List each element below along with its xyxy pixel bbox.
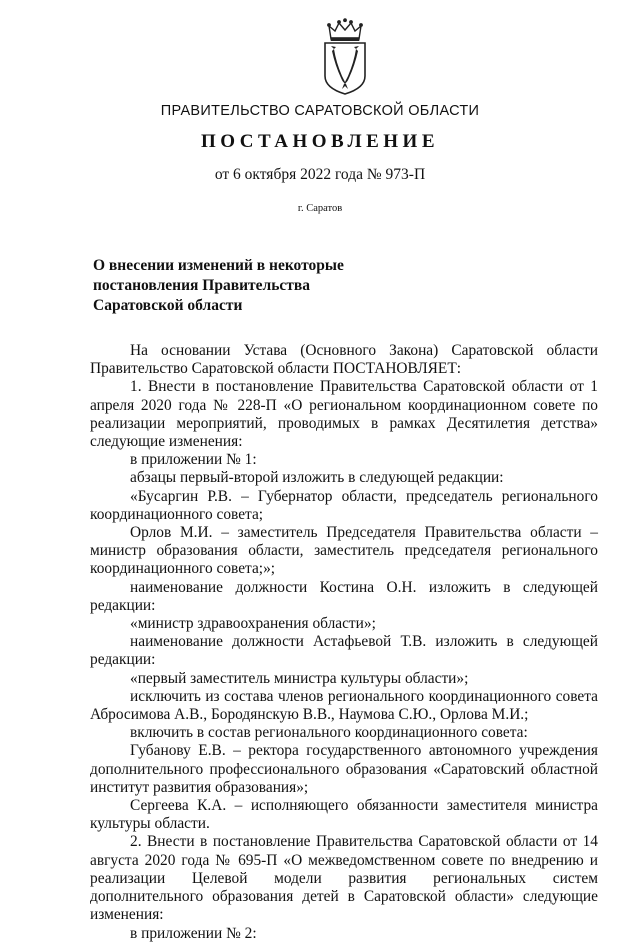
- document-body: [90, 342, 598, 943]
- body-paragraph: Сергеева К.А. – исполняющего обязанности заместителя министра культуры области.: [90, 797, 598, 833]
- body-paragraph: включить в состав регионального координационного совета:: [130, 724, 528, 742]
- body-paragraph: «первый заместитель министра культуры области»;: [130, 669, 469, 687]
- body-paragraph: На основании Устава (Основного Закона) Саратовской области Правительство Саратовской области ПОСТАНОВЛЯЕТ:: [90, 342, 598, 378]
- document-type: ПОСТАНОВЛЕНИЕ: [200, 131, 440, 152]
- body-paragraph: наименование должности Астафьевой Т.В. изложить в следующей редакции:: [90, 633, 598, 669]
- document-subject: [93, 256, 423, 316]
- body-paragraph: абзацы первый-второй изложить в следующей редакции:: [130, 469, 504, 487]
- body-paragraph: в приложении № 1:: [130, 451, 257, 469]
- body-paragraph: «Бусаргин Р.В. – Губернатор области, председатель регионального координационного совета;: [90, 487, 598, 523]
- subject-line: Саратовской области: [93, 297, 243, 314]
- subject-line: О внесении изменений в некоторые: [93, 257, 344, 274]
- document-city: г. Саратов: [297, 203, 343, 214]
- body-paragraph: наименование должности Костина О.Н. изложить в следующей редакции:: [90, 578, 598, 614]
- body-paragraph: Орлов М.И. – заместитель Председателя Правительства области – министр образования области, заместитель председателя регионального координационного совета;»;: [90, 524, 598, 578]
- body-paragraph: «министр здравоохранения области»;: [130, 615, 376, 633]
- subject-line: постановления Правительства: [93, 277, 310, 294]
- body-paragraph: в приложении № 2:: [130, 924, 257, 942]
- body-paragraph: исключить из состава членов регионального координационного совета Абросимова А.В., Бородянскую В.В., Наумова С.Ю., Орлова М.И.;: [90, 687, 598, 724]
- body-paragraph: Губанову Е.В. – ректора государственного автономного учреждения дополнительного профессионального образования «Саратовский областной институт развития образования»;: [90, 742, 598, 796]
- body-paragraph: 1. Внести в постановление Правительства Саратовской области от 1 апреля 2020 года № 228-П «О региональном координационном совете по реализации мероприятий, проводимых в рамках Десятилетия детства» следующие изменения:: [90, 378, 598, 451]
- government-name: ПРАВИТЕЛЬСТВО САРАТОВСКОЙ ОБЛАСТИ: [160, 103, 480, 119]
- body-paragraph: 2. Внести в постановление Правительства Саратовской области от 14 августа 2020 года № 695-П «О межведомственном совете по внедрению и реализации Целевой модели развития региональных систем дополнительного образования детей в Саратовской области» следующие изменения:: [90, 833, 598, 924]
- document-date-number: от 6 октября 2022 года № 973-П: [214, 166, 426, 183]
- saratov-coat-of-arms-icon: [322, 18, 368, 96]
